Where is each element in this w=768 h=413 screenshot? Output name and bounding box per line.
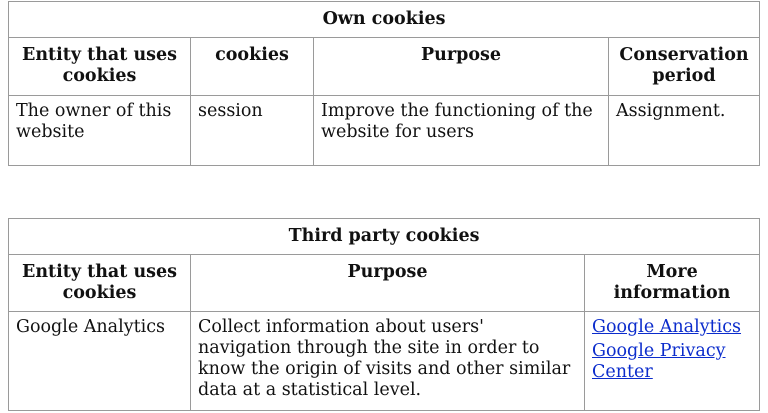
header-purpose: Purpose bbox=[314, 38, 609, 96]
cell-cookies: session bbox=[191, 96, 314, 166]
header-entity: Entity that uses cookies bbox=[9, 255, 191, 312]
cell-conservation-period: Assignment. bbox=[609, 96, 760, 166]
cell-purpose: Collect information about users' navigation through the site in order to know the origin of visits and other similar data at a statistical level. bbox=[191, 312, 585, 411]
header-more-information: More information bbox=[585, 255, 760, 312]
own-cookies-table bbox=[8, 1, 760, 166]
header-purpose: Purpose bbox=[191, 255, 585, 312]
header-cookies: cookies bbox=[191, 38, 314, 96]
cell-more-information bbox=[585, 312, 760, 411]
third-party-cookies-title: Third party cookies bbox=[9, 219, 760, 255]
own-cookies-title: Own cookies bbox=[9, 2, 760, 38]
google-privacy-center-link[interactable]: Google Privacy Center bbox=[592, 341, 726, 382]
header-conservation-period: Conservation period bbox=[609, 38, 760, 96]
third-party-cookies-table bbox=[8, 218, 760, 411]
cell-entity: Google Analytics bbox=[9, 312, 191, 411]
cell-entity: The owner of this website bbox=[9, 96, 191, 166]
header-entity: Entity that uses cookies bbox=[9, 38, 191, 96]
cell-purpose: Improve the functioning of the website for users bbox=[314, 96, 609, 166]
google-analytics-link[interactable]: Google Analytics bbox=[592, 317, 742, 337]
